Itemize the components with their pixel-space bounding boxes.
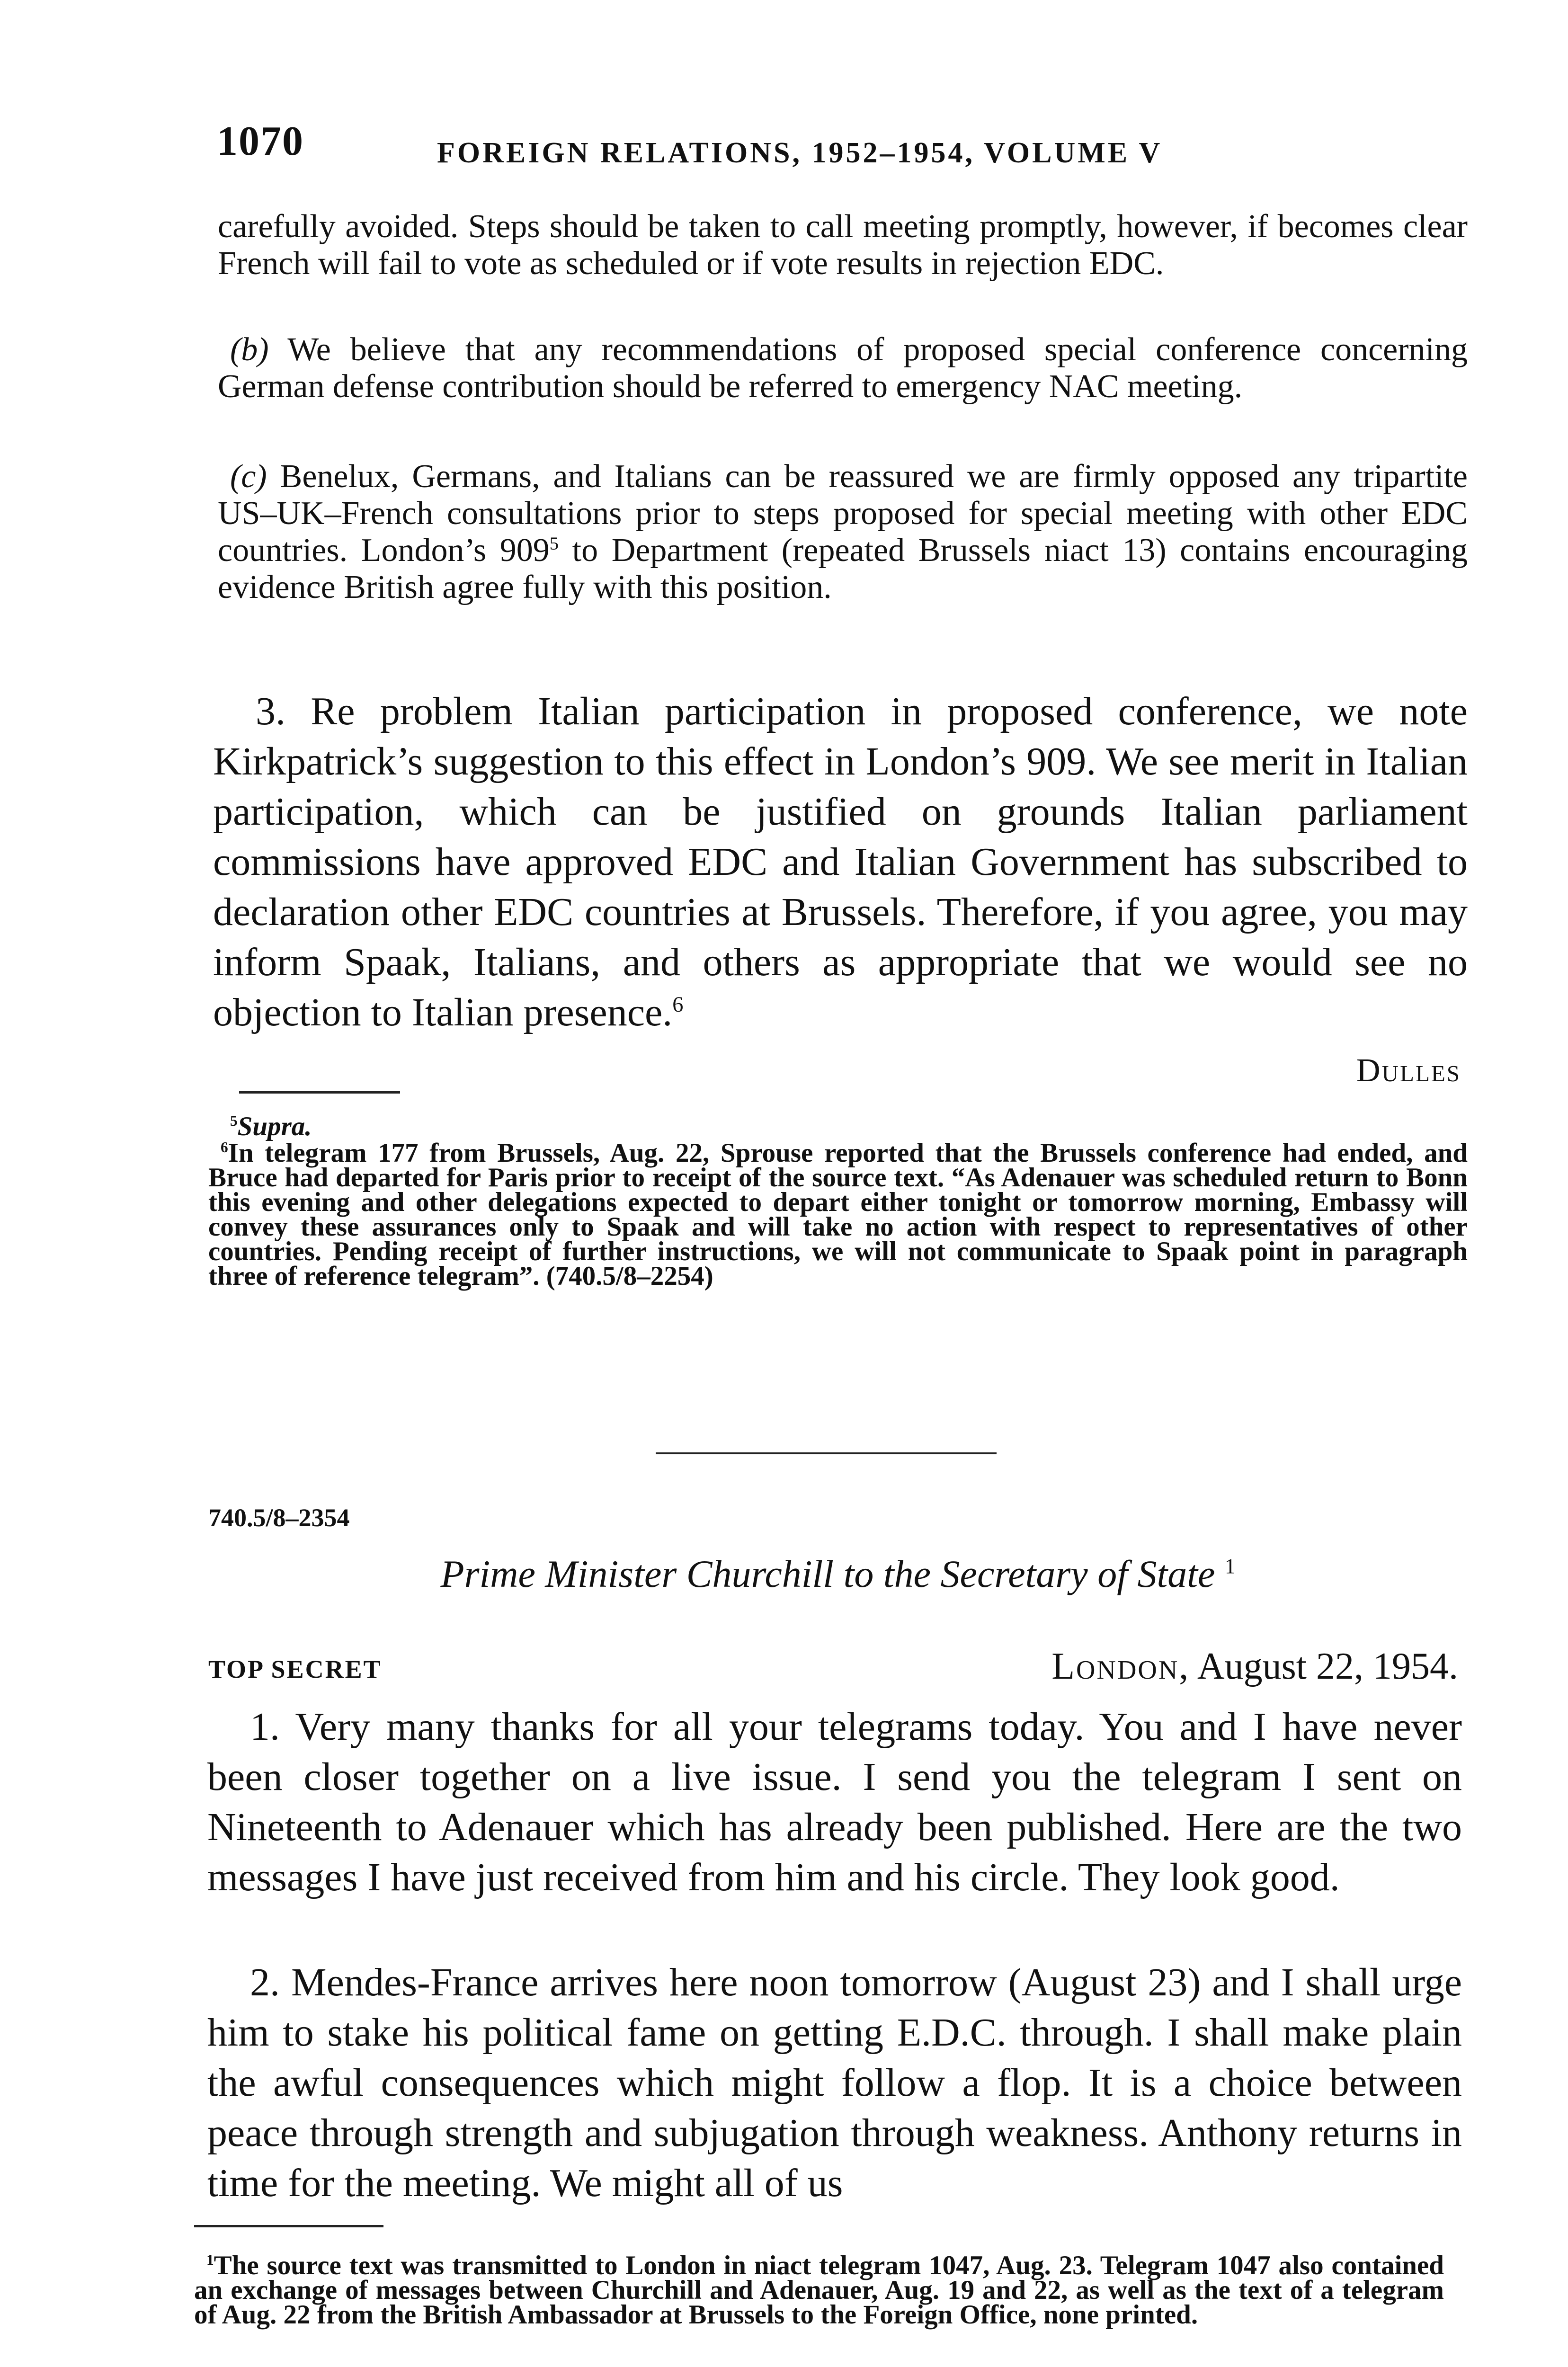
footnote-1: $^1$The source text was transmitted to London in niact telegram 1047, Aug. 23. Telegram 1047 also contained an exchange of messages between Churchill and Adenauer, Aug. 19 and 22, as well as the text of a telegram of Aug. 22 from the British Ambassador at Brussels to the Foreign Office, none printed. bbox=[194, 2251, 1444, 2330]
footnote-rule-bottom bbox=[194, 2225, 383, 2227]
footnote-ref-6: 6 bbox=[672, 992, 684, 1016]
file-number: 740.5/8–2354 bbox=[208, 1504, 350, 1532]
running-head: FOREIGN RELATIONS, 1952–1954, VOLUME V bbox=[437, 137, 1163, 169]
item-b-label: (b) bbox=[230, 331, 269, 368]
footnote-ref-5: 5 bbox=[549, 534, 559, 554]
item-b-paragraph: (b) We believe that any recommendations of proposed special conference concerning German defense contribution should be referred to emergency NAC meeting. bbox=[218, 331, 1468, 405]
section-divider bbox=[656, 1452, 997, 1454]
footnote-6: $^6$In telegram 177 from Brussels, Aug. 22, Sprouse reported that the Brussels conference had ended, and Bruce had departed for Paris prior to receipt of the source text. “As Adenauer was scheduled return to Bonn this evening and other delegations expected to depart either tonight or tomorrow morning, Embassy will convey these assurances only to Spaak and will take no action with respect to representatives of other countries. Pending receipt of further instructions, we will not communicate to Spaak point in paragraph three of reference telegram”. (740.5/8–2254) bbox=[208, 1138, 1468, 1291]
page-number: 1070 bbox=[217, 118, 304, 164]
footnote-5: $^5$Supra. bbox=[230, 1112, 312, 1141]
dateline bbox=[1051, 1645, 1458, 1688]
footnote-rule-top bbox=[239, 1091, 400, 1094]
place: London, bbox=[1051, 1646, 1190, 1687]
page-header bbox=[217, 117, 1467, 174]
churchill-paragraph-1: 1. Very many thanks for all your telegrams today. You and I have never been closer together on a live issue. I send you the telegram I sent on Nineteenth to Adenauer which has already been published. Here are the two messages I have just received from him and his circle. They look good. bbox=[207, 1705, 1462, 1899]
churchill-paragraph-2: 2. Mendes-France arrives here noon tomorrow (August 23) and I shall urge him to stake his political fame on getting E.D.C. through. I shall make plain the awful consequences which might follow a flop. It is a choice between peace through strength and subjugation through weakness. Anthony returns in time for the meeting. We might all of us bbox=[207, 1960, 1462, 2205]
document-title: Prime Minister Churchill to the Secretary of State $^1$ bbox=[440, 1552, 1236, 1595]
signature: Dulles bbox=[1356, 1052, 1461, 1089]
footnote-ref-1: 1 bbox=[1224, 1554, 1236, 1578]
paragraph-3: 3. Re problem Italian participation in proposed conference, we note Kirkpatrick’s suggestion to this effect in London’s 909. We see merit in Italian participation, which can be justified on grounds Italian parliament commissions have approved EDC and Italian Government has subscribed to declaration other EDC countries at Brussels. Therefore, if you agree, you may inform Spaak, Italians, and others as appropriate that we would see no objection to Italian presence.$^6$ bbox=[213, 689, 1468, 1034]
classification: TOP SECRET bbox=[208, 1655, 382, 1683]
continuation-paragraph: carefully avoided. Steps should be taken to call meeting promptly, however, if becomes clear French will fail to vote as scheduled or if vote results in rejection EDC. bbox=[218, 208, 1468, 282]
item-c-label: (c) bbox=[230, 458, 267, 495]
item-c-paragraph: (c) Benelux, Germans, and Italians can be reassured we are firmly opposed any tripartite US–UK–French consultations prior to steps proposed for special meeting with other EDC countries. London’s $909^5$ to Department (repeated Brussels niact 13) contains encouraging evidence British agree fully with this position. bbox=[218, 458, 1468, 605]
date: August 22, 1954. bbox=[1197, 1646, 1458, 1687]
